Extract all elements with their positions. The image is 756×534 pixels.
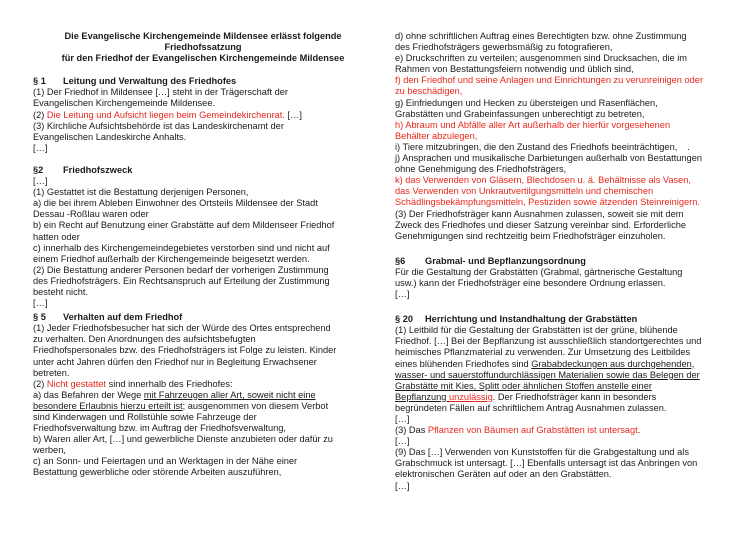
text-line: g) Einfriedungen und Hecken zu übersteigen und Rasenflächen, — [395, 97, 658, 108]
text-line: b) Waren aller Art, […] und gewerbliche Dienste anzubieten oder dafür zu — [33, 434, 333, 445]
text-line: einem Friedhof außerhalb der Kirchengemeinde beigesetzt werden. — [33, 253, 310, 264]
text-line: hatten oder — [33, 231, 80, 242]
omission-marker: […] — [395, 436, 410, 447]
section-2-heading — [33, 165, 373, 176]
text-line: Genehmigungen sind rechtzeitig beim Friedhofsträger einzuholen. — [395, 230, 666, 241]
text-line — [395, 142, 735, 153]
text-line: j) Ansprachen und musikalische Darbietungen außerhalb von Bestattungen — [395, 153, 702, 164]
text-line — [395, 425, 735, 436]
underlined-text: Grababdeckungen aus durchgehenden, — [531, 358, 695, 369]
underlined-text: mit Fahrzeugen aller Art, soweit nicht eine — [143, 389, 316, 400]
omission-marker: […] — [33, 176, 48, 187]
text-line: zu verhalten. Den Anordnungen des aufsichtsbefugten — [33, 334, 256, 345]
text-head: eines blühenden Friedhofes sind — [395, 358, 532, 369]
section-20-number: § 20 — [395, 314, 414, 325]
text-line: d) ohne schriftlichen Auftrag eines Berechtigten bzw. ohne Zustimmung — [395, 31, 687, 41]
section-6-title: Grabmal- und Bepflanzungsordnung — [425, 255, 586, 266]
text-line: Zweck des Friedhofes und dieser Satzung vereinbar sind. Erforderliche — [395, 219, 687, 230]
highlighted-text: f) den Friedhof und seine Anlagen und Einrichtungen zu verunreinigen oder — [395, 75, 704, 86]
text-line: (3) Der Friedhofsträger kann Ausnahmen zulassen, soweit sie mit dem — [395, 208, 684, 219]
text-line: (9) Das […] Verwenden von Kunststoffen für die Grabgestaltung und als — [395, 447, 689, 458]
text-line: sind Kinderwagen und Rollstühle sowie Fahrzeuge der — [33, 412, 257, 422]
omission-marker: […] — [395, 480, 410, 491]
highlighted-text: h) Abraum und Abfälle aller Art außerhalb der hierfür vorgesehenen — [395, 119, 671, 130]
text-line: heimisches Pflanzmaterial zu verwenden. Zur Umsetzung des Leitbildes — [395, 347, 691, 358]
text-line: (1) Leitbild für die Gestaltung der Grabstätten ist der grüne, blühende — [395, 325, 678, 336]
text-body: i) Tiere mitzubringen, die den Zustand des Friedhofs beeinträchtigen, — [395, 141, 678, 152]
title-line-2: Friedhofssatzung — [164, 42, 242, 53]
section-20-heading — [395, 314, 735, 325]
document-title — [33, 31, 373, 64]
text-line: begründeten Fällen auf schriftlichem Antrag Ausnahmen zulassen. — [395, 402, 667, 413]
text-line: des Friedhofsträgers. Ein Rechtsanspruch auf Erteilung der Zustimmung — [33, 275, 330, 286]
paragraph-number: (3) Das — [395, 425, 428, 436]
highlighted-text: Behälter abzulegen, — [395, 130, 478, 141]
text-line: Evangelischen Landeskirche Anhalts. — [33, 131, 187, 142]
text-line: (3) Kirchliche Aufsichtsbehörde ist das Landeskirchenamt der — [33, 120, 284, 131]
section-1 — [33, 76, 373, 154]
omission-marker: […] — [33, 142, 48, 153]
text-line: Evangelischen Kirchengemeinde Mildensee. — [33, 98, 216, 109]
section-5-title: Verhalten auf dem Friedhof — [63, 312, 183, 323]
text-line — [395, 392, 735, 403]
highlighted-text: zu beschädigen, — [395, 86, 463, 97]
highlighted-text: unzulässig — [449, 391, 493, 402]
right-column — [395, 31, 735, 492]
text-tail: sind innerhalb des Friedhofes: — [106, 378, 233, 389]
section-5-continued — [395, 31, 735, 242]
title-line-1: Die Evangelische Kirchengemeinde Mildensee erlässt folgende — [64, 31, 342, 41]
title-line-3: für den Friedhof der Evangelischen Kirchengemeinde Mildensee — [61, 53, 345, 64]
highlighted-text: Die Leitung und Aufsicht liegen beim Gemeindekirchenrat. — [46, 109, 285, 120]
text-line: unter acht Jahren dürfen den Friedhof nur in Begleitung Erwachsener — [33, 356, 317, 367]
text-line: (1) Der Friedhof in Mildensee […] steht in der Trägerschaft der — [33, 87, 288, 98]
text-line: Rahmen von Bestattungsfeiern notwendig und üblich sind, — [395, 64, 634, 75]
left-column — [33, 31, 373, 479]
section-1-heading — [33, 76, 373, 87]
highlighted-text: Schädlingsbekämpfungsmitteln, Pestiziden sowie ätzenden Steinreinigern. — [395, 197, 700, 208]
text-tail: . — [637, 425, 641, 436]
text-line: elektronischen Geräten auf oder an den Grabstätten. — [395, 469, 612, 480]
text-line: usw.) kann der Friedhofsträger eine besondere Ordnung erlassen. — [395, 277, 666, 288]
section-2-title: Friedhofszweck — [63, 164, 133, 175]
paragraph-number: (2) — [33, 378, 47, 389]
text-line: des Friedhofsträgers gewerbsmäßig zu fotografieren, — [395, 42, 613, 53]
text-line: Friedhof. […] Bei der Bepflanzung ist ausschließlich standortgerechtes und — [395, 336, 702, 347]
text-line: c) innerhalb des Kirchengemeindegebietes verstorben sind und nicht auf — [33, 242, 330, 253]
text-tail: […] — [284, 109, 302, 120]
text-line: Bestattung gewerbliche oder störende Arbeiten auszuführen, — [33, 467, 282, 478]
highlighted-text: k) das Verwenden von Gläsern, Blechdosen u. ä. Behältnisse als Vasen, — [395, 175, 692, 186]
section-5-number: § 5 — [33, 312, 46, 323]
paragraph-number: (2) — [33, 109, 47, 120]
text-line: a) die bei ihrem Ableben Einwohner des Ortsteils Mildensee der Stadt — [33, 198, 318, 209]
text-line — [33, 379, 373, 390]
stray-period: . — [687, 141, 690, 152]
text-line: ohne Genehmigung des Friedhofsträgers, — [395, 164, 567, 175]
section-6-number: §6 — [395, 255, 406, 266]
underlined-text: Bepflanzung — [395, 391, 450, 402]
underlined-text: wasser- und sauerstoffundurchlässigen Materialien sowie das Belegen der — [395, 369, 700, 380]
spacer — [33, 154, 373, 165]
section-6-heading — [395, 256, 735, 267]
text-head: a) das Befahren der Wege — [33, 389, 144, 400]
text-line: betreten. — [33, 367, 70, 378]
underlined-text: Grabstätte mit Kies, Splitt oder ähnlichen Stoffen anstelle einer — [395, 380, 652, 391]
section-1-title: Leitung und Verwaltung des Friedhofes — [63, 76, 237, 87]
underlined-text: besondere Erlaubnis hierzu erteilt ist — [33, 400, 183, 411]
text-line: Friedhofsverwaltung bzw. im Auftrag der Friedhofsverwaltung, — [33, 423, 286, 434]
text-line — [33, 390, 373, 401]
section-2 — [33, 165, 373, 309]
text-line — [33, 401, 373, 412]
text-line: Dessau -Roßlau waren oder — [33, 209, 149, 220]
section-20 — [395, 314, 735, 492]
text-tail: . Der Friedhofsträger kann in besonders — [492, 391, 657, 402]
highlighted-text: Pflanzen von Bäumen auf Grabstätten ist untersagt — [427, 425, 638, 436]
omission-marker: […] — [395, 414, 410, 424]
text-line: (2) Die Bestattung anderer Personen bedarf der vorherigen Zustimmung — [33, 264, 329, 275]
section-2-number: §2 — [33, 164, 44, 175]
section-1-number: § 1 — [33, 76, 46, 87]
text-line: Friedhofspersonales bzw. des Friedhofsträgers ist Folge zu leisten. Kinder — [33, 345, 337, 356]
text-line: c) an Sonn- und Feiertagen und an Werktagen in der Nähe einer — [33, 456, 298, 467]
section-6 — [395, 256, 735, 300]
section-5-heading — [33, 312, 373, 323]
highlighted-text: das Verwenden von Unkrautvertilgungsmitteln und chemischen — [395, 186, 654, 197]
omission-marker: […] — [33, 298, 48, 309]
text-line: Grabschmuck ist untersagt. […] Ebenfalls untersagt ist das Anbringen von — [395, 458, 698, 469]
text-line: Für die Gestaltung der Grabstätten (Grabmal, gärtnerische Gestaltung — [395, 266, 683, 277]
text-line: (1) Jeder Friedhofsbesucher hat sich der Würde des Ortes entsprechend — [33, 323, 331, 334]
text-line: werben, — [33, 445, 66, 456]
omission-marker: […] — [395, 289, 410, 300]
highlighted-text: Nicht gestattet — [46, 378, 107, 389]
section-5 — [33, 312, 373, 478]
text-line — [33, 110, 373, 121]
section-20-title: Herrichtung und Instandhaltung der Grabstätten — [425, 314, 638, 325]
text-line: e) Druckschriften zu verteilen; ausgenommen sind Drucksachen, die im — [395, 53, 688, 64]
text-line — [395, 359, 735, 370]
text-tail: ; ausgenommen von diesem Verbot — [182, 400, 329, 411]
text-line: Grabstätten und Grabeinfassungen unberechtigt zu betreten, — [395, 108, 645, 119]
text-line: (1) Gestattet ist die Bestattung derjenigen Personen, — [33, 187, 249, 198]
text-line: besteht nicht. — [33, 286, 89, 297]
text-line: b) ein Recht auf Benutzung einer Grabstätte auf dem Mildenseer Friedhof — [33, 220, 335, 231]
